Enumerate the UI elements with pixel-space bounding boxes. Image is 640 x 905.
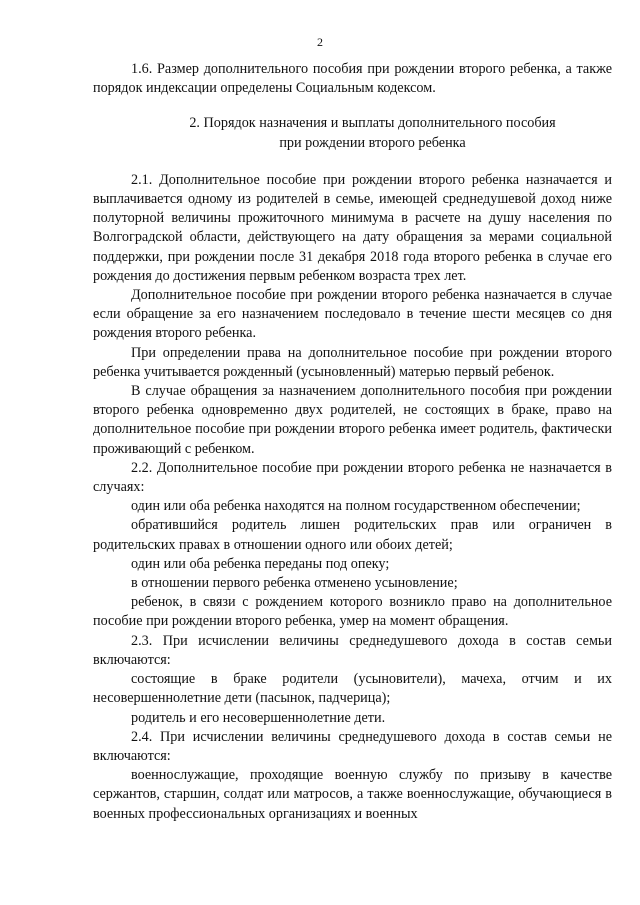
document-body bbox=[93, 60, 612, 824]
section-heading bbox=[93, 114, 612, 152]
paragraph-first-child-rule: При определении права на дополнительное пособие при рождении второго ребенка учитывается рожденный (усыновленный) матерью первый ребенок. bbox=[93, 344, 612, 380]
list-item-parental-rights: обратившийся родитель лишен родительских прав или ограничен в родительских правах в отношении одного или обоих детей; bbox=[93, 517, 612, 553]
paragraph-two-parents-rule: В случае обращения за назначением дополнительного пособия при рождении второго ребенка одновременно двух родителей, не состоящих в браке, право на дополнительное пособие при рождении второго ребенка имеет родитель, фактически проживающий с ребенком. bbox=[93, 383, 612, 457]
paragraph-2-3: 2.3. При исчислении величины среднедушевого дохода в состав семьи включаются: bbox=[93, 632, 612, 668]
list-item-child-died: ребенок, в связи с рождением которого возникло право на дополнительное пособие при рождении второго ребенка, умер на момент обращения. bbox=[93, 594, 612, 630]
paragraph-application-period: Дополнительное пособие при рождении второго ребенка назначается в случае если обращение за его назначением последовало в течение шести месяцев со дня рождения второго ребенка. bbox=[93, 287, 612, 342]
list-item-married-parents: состоящие в браке родители (усыновители), мачеха, отчим и их несовершеннолетние дети (пасынок, падчерица); bbox=[93, 671, 612, 707]
list-item-guardianship: один или оба ребенка переданы под опеку; bbox=[131, 555, 390, 572]
list-item-adoption-cancelled: в отношении первого ребенка отменено усыновление; bbox=[131, 575, 458, 592]
paragraph-2-4: 2.4. При исчислении величины среднедушевого дохода в состав семьи не включаются: bbox=[93, 728, 612, 764]
section-heading-line-1: 2. Порядок назначения и выплаты дополнительного пособия bbox=[189, 115, 556, 132]
list-item-single-parent: родитель и его несовершеннолетние дети. bbox=[131, 709, 386, 726]
spacer bbox=[93, 153, 612, 171]
paragraph-2-2: 2.2. Дополнительное пособие при рождении второго ребенка не назначается в случаях: bbox=[93, 459, 612, 496]
intro-paragraph: 1.6. Размер дополнительного пособия при рождении второго ребенка, а также порядок индексации определены Социальным кодексом. bbox=[93, 61, 612, 97]
section-heading-line-2: при рождении второго ребенка bbox=[279, 134, 466, 151]
list-item-state-support: один или оба ребенка находятся на полном государственном обеспечении; bbox=[131, 498, 581, 515]
spacer bbox=[93, 98, 612, 114]
list-item-military: военнослужащие, проходящие военную службу по призыву в качестве сержантов, старшин, солдат или матросов, а также военнослужащие, обучающиеся в военных профессиональных организациях и военных bbox=[93, 767, 612, 822]
page-number: 2 bbox=[317, 35, 323, 49]
paragraph-2-1: 2.1. Дополнительное пособие при рождении второго ребенка назначается и выплачивается одному из родителей в семье, имеющей среднедушевой доход ниже полуторной величины прожиточного минимума в расчете на душу населения по Волгоградской области, действующего на дату обращения за мерами социальной поддержки, при рождении после 31 декабря 2018 года второго ребенка в случае его рождения до достижения первым ребенком возраста трех лет. bbox=[93, 171, 612, 284]
